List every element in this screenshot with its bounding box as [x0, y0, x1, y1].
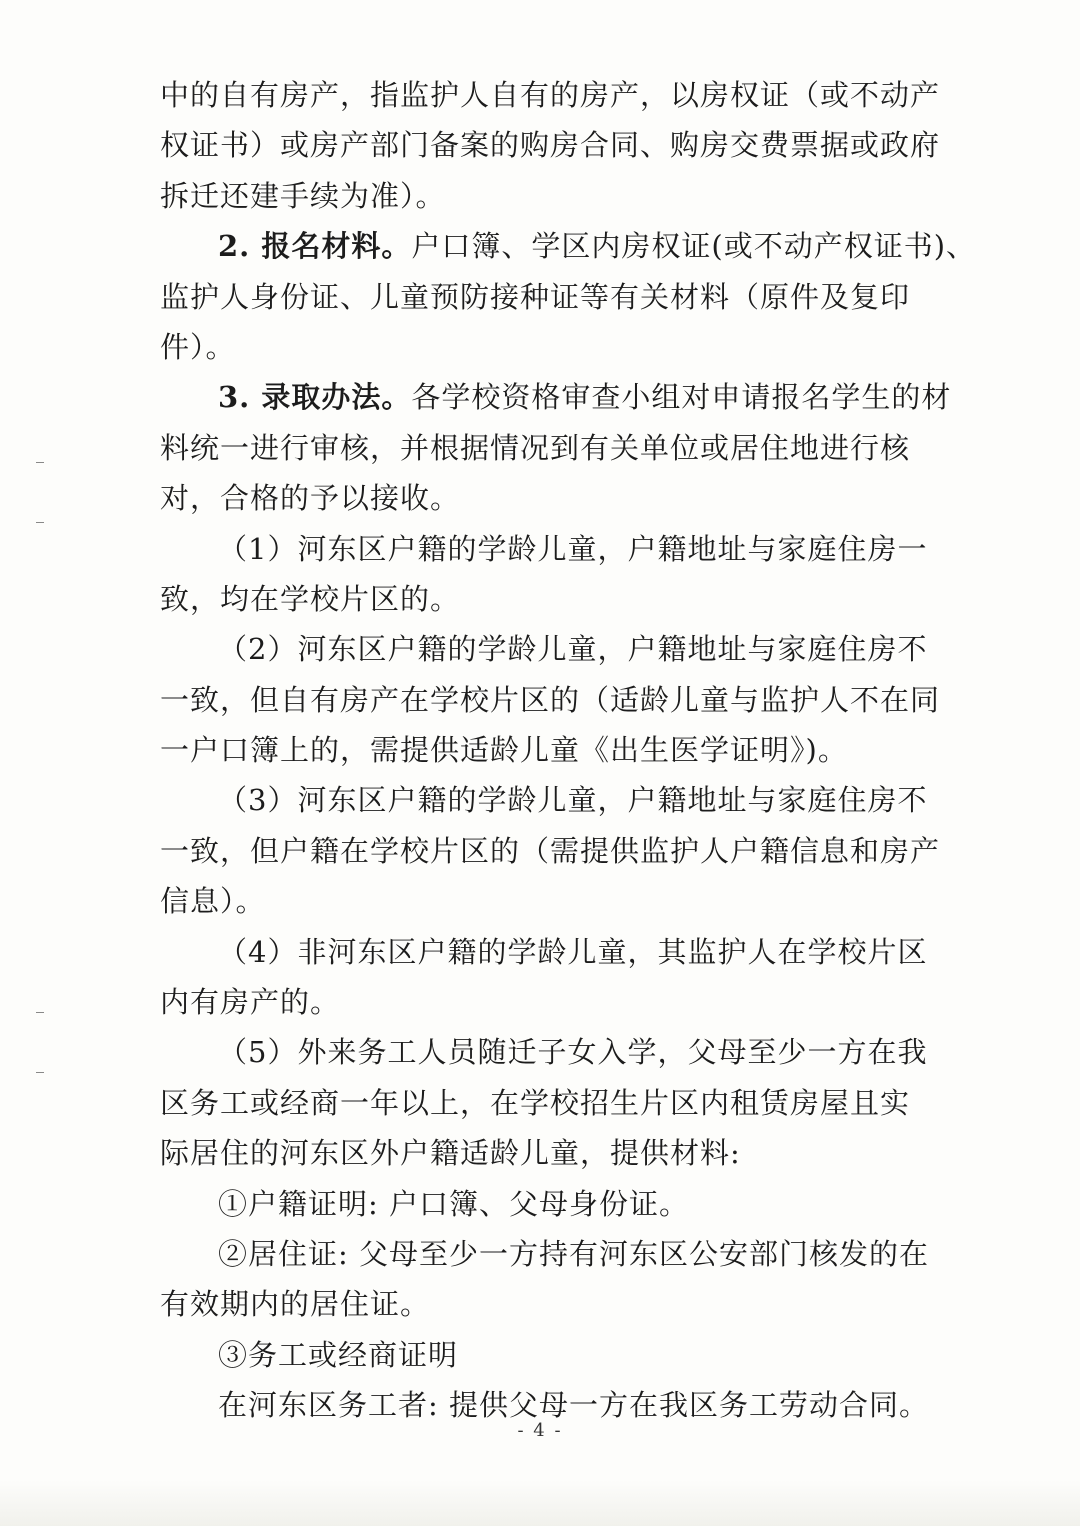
text-line: 料统一进行审核，并根据情况到有关单位或居住地进行核: [160, 430, 911, 465]
text-line: （4）非河东区户籍的学龄儿童，其监护人在学校片区: [218, 934, 928, 969]
text-line: 权证书）或房产部门备案的购房合同、购房交费票据或政府: [160, 128, 941, 163]
text-line: 致，均在学校片区的。: [160, 581, 461, 616]
text-line: （3）河东区户籍的学龄儿童，户籍地址与家庭住房不: [218, 783, 928, 818]
text-line: 件）。: [160, 329, 236, 364]
page-bottom-edge: [0, 1480, 1080, 1526]
text-line: 内有房产的。: [160, 985, 341, 1020]
scan-margin-mark: [36, 462, 44, 463]
text-line: ②居住证: 父母至少一方持有河东区公安部门核发的在: [218, 1236, 929, 1271]
text-line: 一户口簿上的，需提供适龄儿童《出生医学证明》)。: [160, 733, 848, 768]
text-line: 中的自有房产，指监护人自有的房产，以房权证（或不动产: [160, 78, 941, 112]
text-line: 一致，但户籍在学校片区的（需提供监护人户籍信息和房产: [160, 833, 941, 868]
text-line: 信息）。: [160, 884, 266, 919]
text-line: 对，合格的予以接收。: [160, 481, 461, 516]
section-heading: 3. 录取办法。: [218, 380, 412, 415]
scan-margin-mark: [36, 522, 44, 523]
section-heading: 2. 报名材料。: [218, 229, 412, 264]
text-line: 一致，但自有房产在学校片区的（适龄儿童与监护人不在同: [160, 682, 941, 717]
text-line: 有效期内的居住证。: [160, 1287, 431, 1322]
page-number: - 4 -: [517, 1420, 563, 1441]
section-line-admission-method: 3. 录取办法。各学校资格审查小组对申请报名学生的材: [218, 380, 952, 415]
text-line: ①户籍证明: 户口簿、父母身份证。: [218, 1186, 689, 1221]
scan-margin-mark: [36, 1012, 44, 1013]
section-line-registration-materials: 2. 报名材料。户口簿、学区内房权证(或不动产权证书)、: [218, 229, 977, 264]
text-line: 拆迁还建手续为准）。: [160, 178, 446, 213]
text-line: 监护人身份证、儿童预防接种证等有关材料（原件及复印: [160, 279, 911, 314]
text-line: 际居住的河东区外户籍适龄儿童，提供材料:: [160, 1136, 741, 1171]
text-line: ③务工或经商证明: [218, 1337, 459, 1372]
body-text: [160, 70, 977, 1431]
text-line: （1）河东区户籍的学龄儿童，户籍地址与家庭住房一: [218, 531, 928, 566]
scan-margin-mark: [36, 1072, 44, 1073]
text-line: （5）外来务工人员随迁子女入学，父母至少一方在我: [218, 1035, 928, 1070]
text-line: 区务工或经商一年以上，在学校招生片区内租赁房屋且实: [160, 1085, 911, 1120]
text-line: （2）河东区户籍的学龄儿童，户籍地址与家庭住房不: [218, 632, 928, 667]
text-line: 在河东区务工者: 提供父母一方在我区务工劳动合同。: [218, 1388, 929, 1423]
